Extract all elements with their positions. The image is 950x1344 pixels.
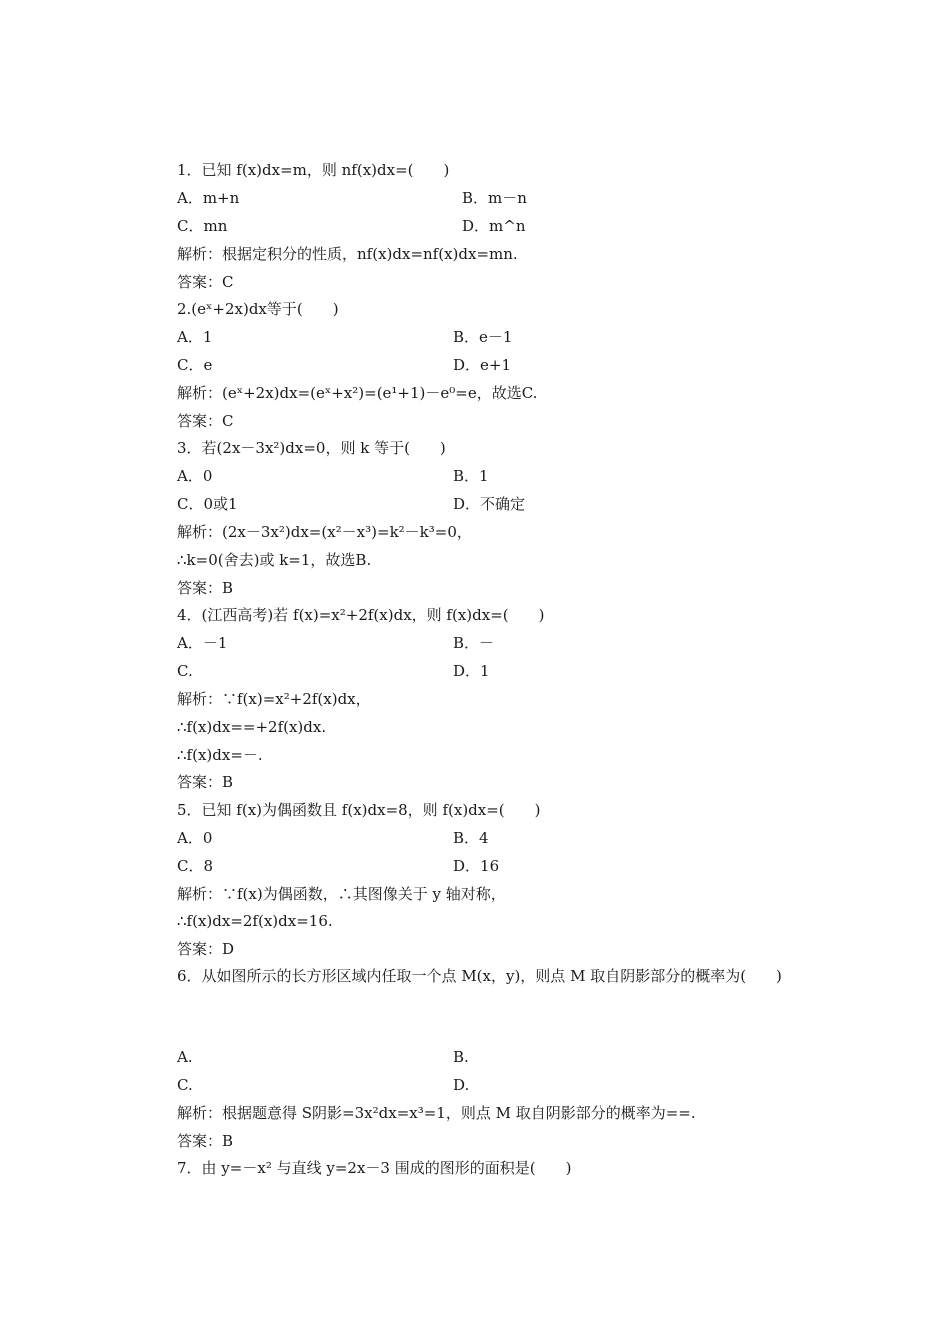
text-line: B. [453,1048,469,1066]
text-line: ∴k=0(舍去)或 k=1，故选B. [177,551,372,569]
text-line: 解析：∵f(x)=x²+2f(x)dx， [177,690,371,708]
text-line: 解析：根据题意得 S阴影=3x²dx=x³=1，则点 M 取自阴影部分的概率为==. [177,1104,696,1122]
text-line: A．1 [177,328,213,346]
text-line: 答案：C [177,273,234,291]
text-line: D．不确定 [453,495,526,513]
text-line: D．1 [453,662,490,680]
text-line: 5．已知 f(x)为偶函数且 f(x)dx=8，则 f(x)dx=( ) [177,801,541,819]
text-line: 答案：D [177,940,235,958]
text-line: B．m－n [462,189,527,207]
text-line: A. [177,1048,193,1066]
text-line: A．m+n [177,189,240,207]
text-line: 答案：B [177,1132,234,1150]
text-line: ∴f(x)dx=－. [177,746,263,764]
text-line: B．1 [453,467,489,485]
text-line: D．e+1 [453,356,512,374]
text-line: ∴f(x)dx==+2f(x)dx. [177,718,327,736]
text-line: A．0 [177,467,213,485]
text-line: B．e－1 [453,328,513,346]
text-line: 4．(江西高考)若 f(x)=x²+2f(x)dx，则 f(x)dx=( ) [177,606,545,624]
text-line: 解析：(2x－3x²)dx=(x²－x³)=k²－k³=0， [177,523,472,541]
text-line: C．0或1 [177,495,238,513]
text-line: C．e [177,356,213,374]
text-line: 解析：(eˣ+2x)dx=(eˣ+x²)=(e¹+1)－e⁰=e，故选C. [177,384,538,402]
text-line: D．16 [453,857,500,875]
text-line: 3．若(2x－3x²)dx=0，则 k 等于( ) [177,439,446,457]
text-line: 答案：B [177,579,234,597]
text-line: 答案：B [177,773,234,791]
text-line: D．m^n [462,217,526,235]
text-line: A．0 [177,829,213,847]
text-line: B．4 [453,829,489,847]
text-line: C．mn [177,217,228,235]
text-line: 6．从如图所示的长方形区域内任取一个点 M(x，y)，则点 M 取自阴影部分的概率为( ) [177,967,782,985]
text-line: 2.(eˣ+2x)dx等于( ) [177,300,339,318]
text-line: 解析：∵f(x)为偶函数，∴其图像关于 y 轴对称， [177,885,506,903]
text-line: C．8 [177,857,214,875]
text-line: 7．由 y=－x² 与直线 y=2x－3 围成的图形的面积是( ) [177,1159,572,1177]
text-line: D. [453,1076,470,1094]
text-line: 答案：C [177,412,234,430]
text-line: ∴f(x)dx=2f(x)dx=16. [177,912,333,930]
text-line: 1．已知 f(x)dx=m，则 nf(x)dx=( ) [177,161,450,179]
text-line: A．－1 [177,634,228,652]
text-line: 解析：根据定积分的性质，nf(x)dx=nf(x)dx=mn. [177,245,518,263]
text-line: B．－ [453,634,495,652]
text-line: C. [177,662,193,680]
text-line: C. [177,1076,193,1094]
